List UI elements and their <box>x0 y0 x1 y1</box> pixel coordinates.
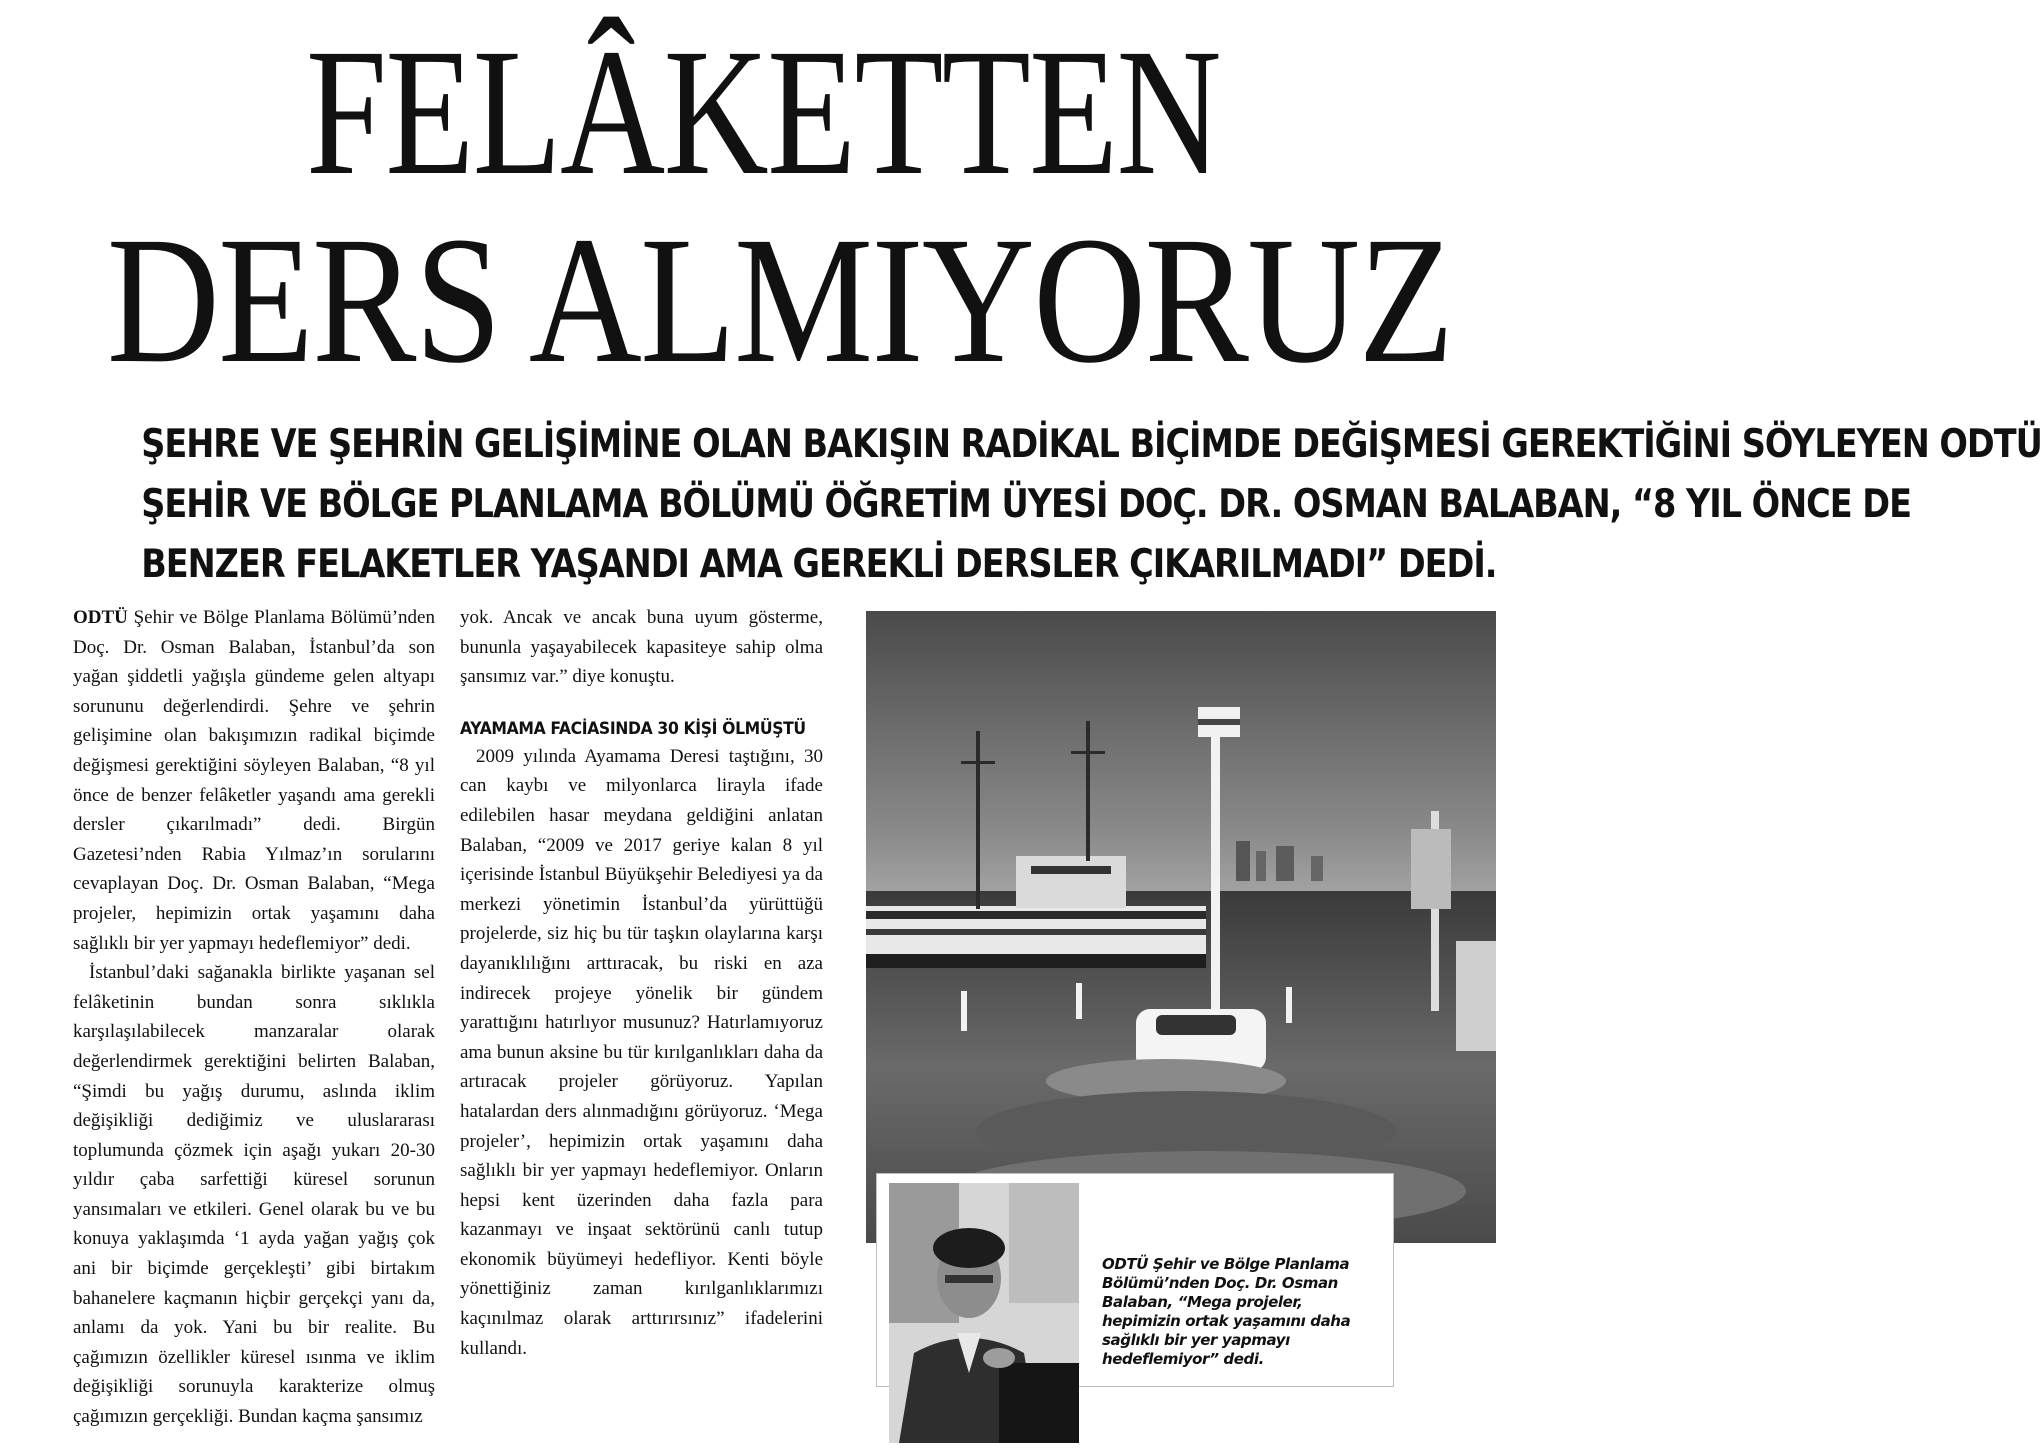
flood-photo-image <box>866 611 1496 1243</box>
portrait-image <box>889 1183 1079 1443</box>
paragraph-2: İstanbul’daki sağanakla birlikte yaşanan sel felâketinin bundan sonra sıklıkla karşılaşılabilecek manzaralar olarak değerlendirmek gerektiğini belirten Balaban, “Şimdi bu yağış durumu, aslında iklim değişikliği dediğimiz ve uluslararası toplumunda çözmek için aşağı yukarı 20-30 yıldır çaba sarfettiği küresel sorunun yansımaları ve etkileri. Genel olarak bu ve bu konuya yaklaşımda ‘1 ayda yağan yağış çok ani bir biçimde gerçekleşti’ gibi birtakım bahanelere kaçmanın hiçbir gerçekçi yanı da, anlamı da yok. Yani bu bir realite. Bu çağımızın özellikler küresel ısınma ve iklim değişikliği sorunuyla karakterize olmuş çağımızın gerçekliği. Bundan kaçma şansımız <box>73 962 435 1428</box>
deck-line-3: BENZER FELAKETLER YAŞANDI AMA GEREKLİ DERSLER ÇIKARILMADI” DEDİ. <box>141 542 1497 587</box>
flood-photo <box>866 611 1496 1243</box>
subheading: AYAMAMA FACİASINDA 30 KİŞİ ÖLMÜŞTÜ <box>460 718 806 739</box>
article-column-2 <box>460 603 823 1363</box>
portrait-photo <box>889 1183 1079 1443</box>
deck-line-2: ŞEHİR VE BÖLGE PLANLAMA BÖLÜMÜ ÖĞRETİM ÜYESİ DOÇ. DR. OSMAN BALABAN, “8 YIL ÖNCE DE <box>141 482 1911 527</box>
paragraph-2-continued: yok. Ancak ve ancak buna uyum gösterme, bununla yaşayabilecek kapasiteye sahip olma şansımız var.” diye konuştu. <box>460 607 823 688</box>
headline-line-2: DERS ALMIYORUZ <box>106 200 1453 401</box>
paragraph-1-text: Şehir ve Bölge Planlama Bölümü’nden Doç. Dr. Osman Balaban, İstanbul’da son yağan şiddetli yağışla gündeme gelen altyapı sorununu değerlendirdi. Şehre ve şehrin gelişimine olan bakışımızın radikal biçimde değişmesi gerektiğini söyleyen Balaban, “8 yıl önce de benzer felâketler yaşandı ama gerekli dersler çıkarılmadı” dedi. Birgün Gazetesi’nden Rabia Yılmaz’ın sorularını cevaplayan Doç. Dr. Osman Balaban, “Mega projeler, hepimizin ortak yaşamını daha sağlıklı bir yer yapmayı hedeflemiyor” dedi. <box>73 607 435 954</box>
headline-line-1: FELÂKETTEN <box>305 12 1221 213</box>
article-deck <box>40 415 2042 595</box>
deck-line-1: ŞEHRE VE ŞEHRİN GELİŞİMİNE OLAN BAKIŞIN RADİKAL BİÇİMDE DEĞİŞMESİ GEREKTİĞİNİ SÖYLEYEN ODTÜ <box>141 422 2042 467</box>
article-column-1 <box>73 603 435 1432</box>
photo-caption: ODTÜ Şehir ve Bölge Planlama Bölümü’nden Doç. Dr. Osman Balaban, “Mega projeler, hepimizin ortak yaşamını daha sağlıklı bir yer yapmayı hedeflemiyor” dedi. <box>1102 1255 1351 1368</box>
lead-word: ODTÜ <box>73 607 128 628</box>
paragraph-3: 2009 yılında Ayamama Deresi taştığını, 30 can kaybı ve milyonlarca lirayla ifade edilebilen hasar meydana geldiğini anlatan Balaban, “2009 ve 2017 geriye kalan 8 yıl içerisinde İstanbul Büyükşehir Belediyesi ya da merkezi yönetimin İstanbul’da yürüttüğü projelerde, siz hiç bu tür taşkın olaylarına karşı dayanıklılığını arttıracak, bu riski en aza indirecek projeye yönelik bir gündem yarattığını hatırlıyor musunuz? Hatırlamıyoruz ama bunun aksine bu tür kırılganlıkları daha da artıracak projeler görüyoruz. Yapılan hatalardan ders alınmadığını görüyoruz. ‘Mega projeler’, hepimizin ortak yaşamını daha sağlıklı bir yer yapmayı hedeflemiyor. Onların hepsi kent üzerinden daha fazla para kazanmayı ve inşaat sektörünü canlı tutup ekonomik büyümeyi hedefliyor. Kenti böyle yönettiğiniz zaman kırılganlıklarımızı kaçınılmaz olarak arttırırsınız” ifadelerini kullandı. <box>460 745 823 1359</box>
paragraph-1 <box>73 603 435 958</box>
